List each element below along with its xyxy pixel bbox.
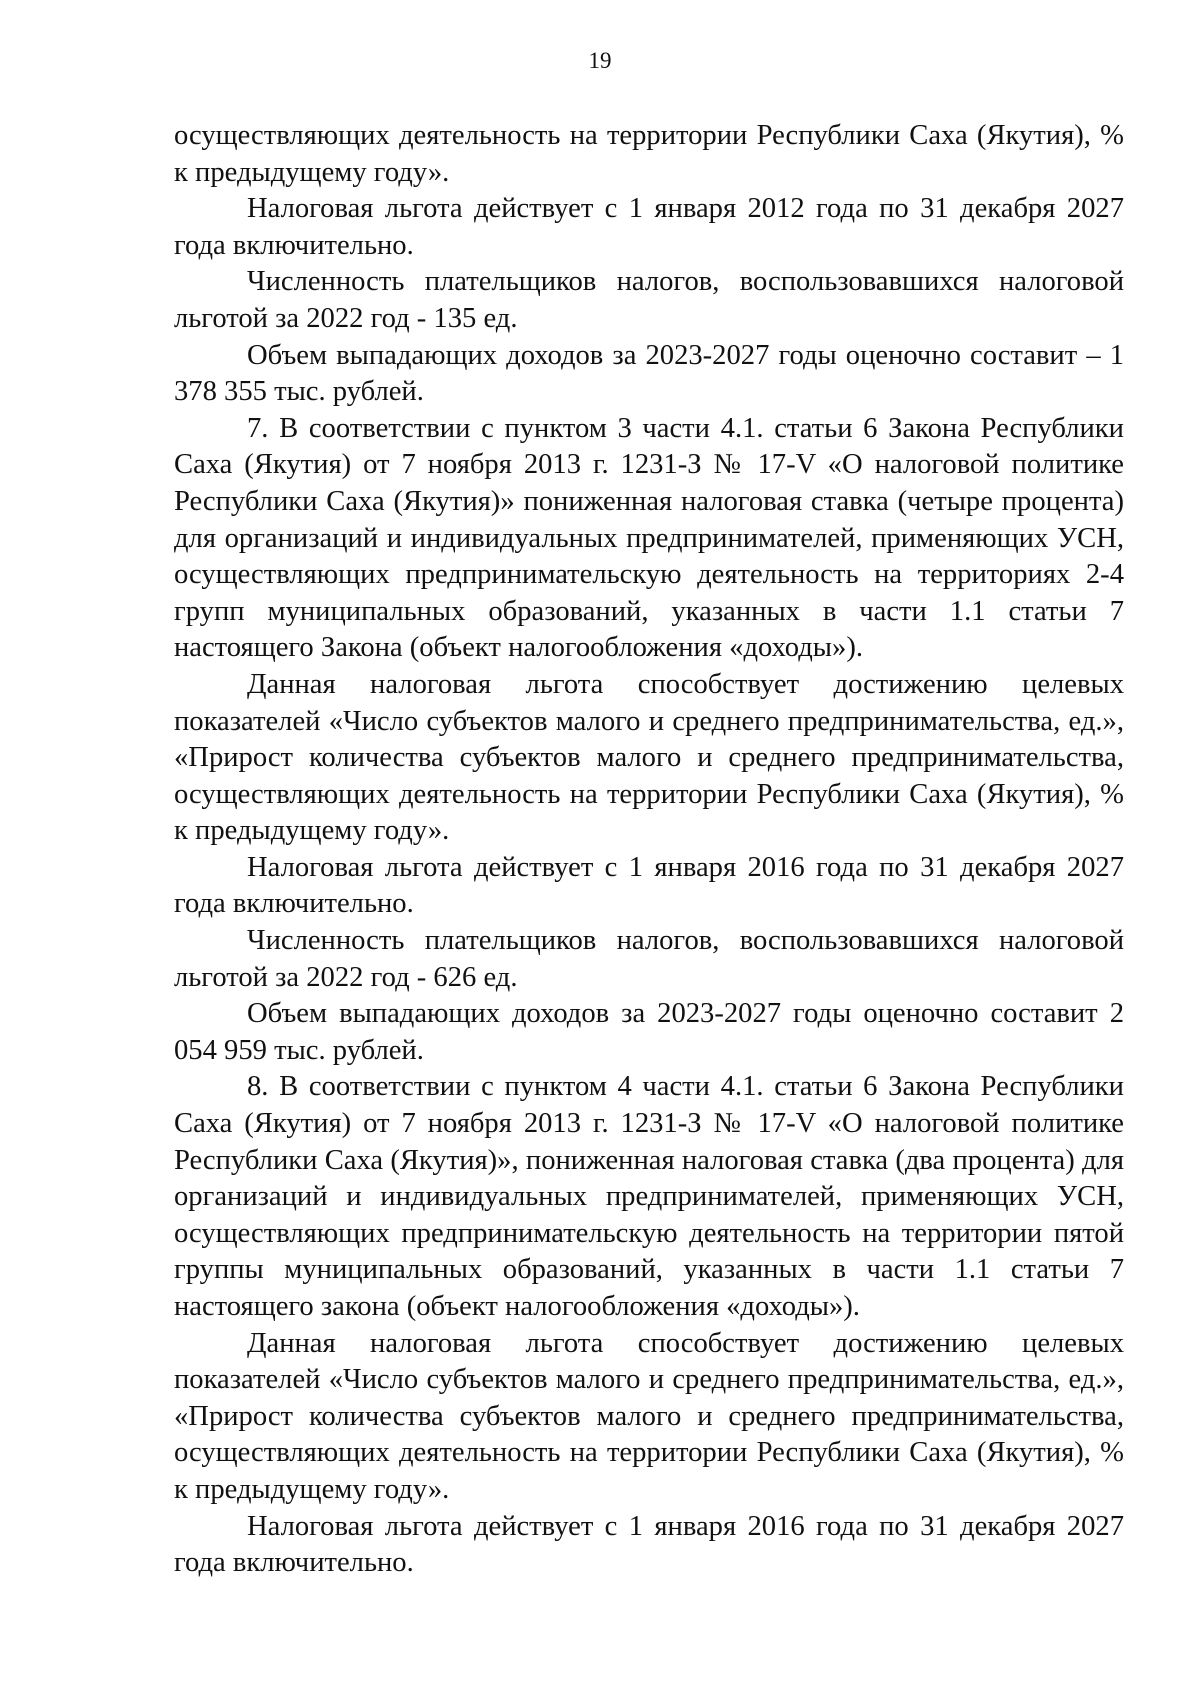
paragraph-continuation: осуществляющих деятельность на территории Республики Саха (Якутия), % к предыдущему году». [174,120,1124,188]
paragraph-benefit-period-2012: Налоговая льгота действует с 1 января 2012 года по 31 декабря 2027 года включительно. [174,193,1124,261]
paragraph-lost-revenue-2054959: Объем выпадающих доходов за 2023-2027 годы оценочно составит 2 054 959 тыс. рублей. [174,998,1124,1066]
paragraph-benefit-period-2016-b: Налоговая льгота действует с 1 января 2016 года по 31 декабря 2027 года включительно. [174,1510,1124,1579]
paragraph-target-indicators-2: Данная налоговая льгота способствует достижению целевых показателей «Число субъектов малого и среднего предпринимательства, ед.», «Прирост количества субъектов малого и среднего предпринимательства, осуществляющих деятельность на территории Республики Саха (Якутия), % к предыдущему году». [174,1327,1124,1505]
paragraph-taxpayers-count-135: Численность плательщиков налогов, воспользовавшихся налоговой льготой за 2022 год - 135 ед. [174,266,1124,334]
paragraph-benefit-period-2016-a: Налоговая льгота действует с 1 января 2016 года по 31 декабря 2027 года включительно. [174,851,1124,920]
paragraph-lost-revenue-1378355: Объем выпадающих доходов за 2023-2027 годы оценочно составит – 1 378 355 тыс. рублей. [174,339,1124,408]
paragraph-target-indicators-1: Данная налоговая льгота способствует достижению целевых показателей «Число субъектов малого и среднего предпринимательства, ед.», «Прирост количества субъектов малого и среднего предпринимательства, осуществляющих деятельность на территории Республики Саха (Якутия), % к предыдущему году». [174,668,1124,847]
page-number: 19 [588,48,612,73]
document-body [174,118,1124,1582]
paragraph-item-7: 7. В соответствии с пунктом 3 части 4.1. статьи 6 Закона Республики Саха (Якутия) от 7 ноября 2013 г. 1231-З № 17-V «О налоговой политике Республики Саха (Якутия)» пониженная налоговая ставка (четыре процента) для организаций и индивидуальных предпринимателей, применяющих УСН, осуществляющих предпринимательскую деятельность на территориях 2-4 групп муниципальных образований, указанных в части 1.1 статьи 7 настоящего Закона (объект налогообложения «доходы»). [174,412,1124,664]
paragraph-item-8: 8. В соответствии с пунктом 4 части 4.1. статьи 6 Закона Республики Саха (Якутия) от 7 ноября 2013 г. 1231-З № 17-V «О налоговой политике Республики Саха (Якутия)», пониженная налоговая ставка (два процента) для организаций и индивидуальных предпринимателей, применяющих УСН, осуществляющих предпринимательскую деятельность на территории пятой группы муниципальных образований, указанных в части 1.1 статьи 7 настоящего закона (объект налогообложения «доходы»). [174,1071,1124,1322]
paragraph-taxpayers-count-626: Численность плательщиков налогов, воспользовавшихся налоговой льготой за 2022 год - 626 ед. [174,925,1124,993]
